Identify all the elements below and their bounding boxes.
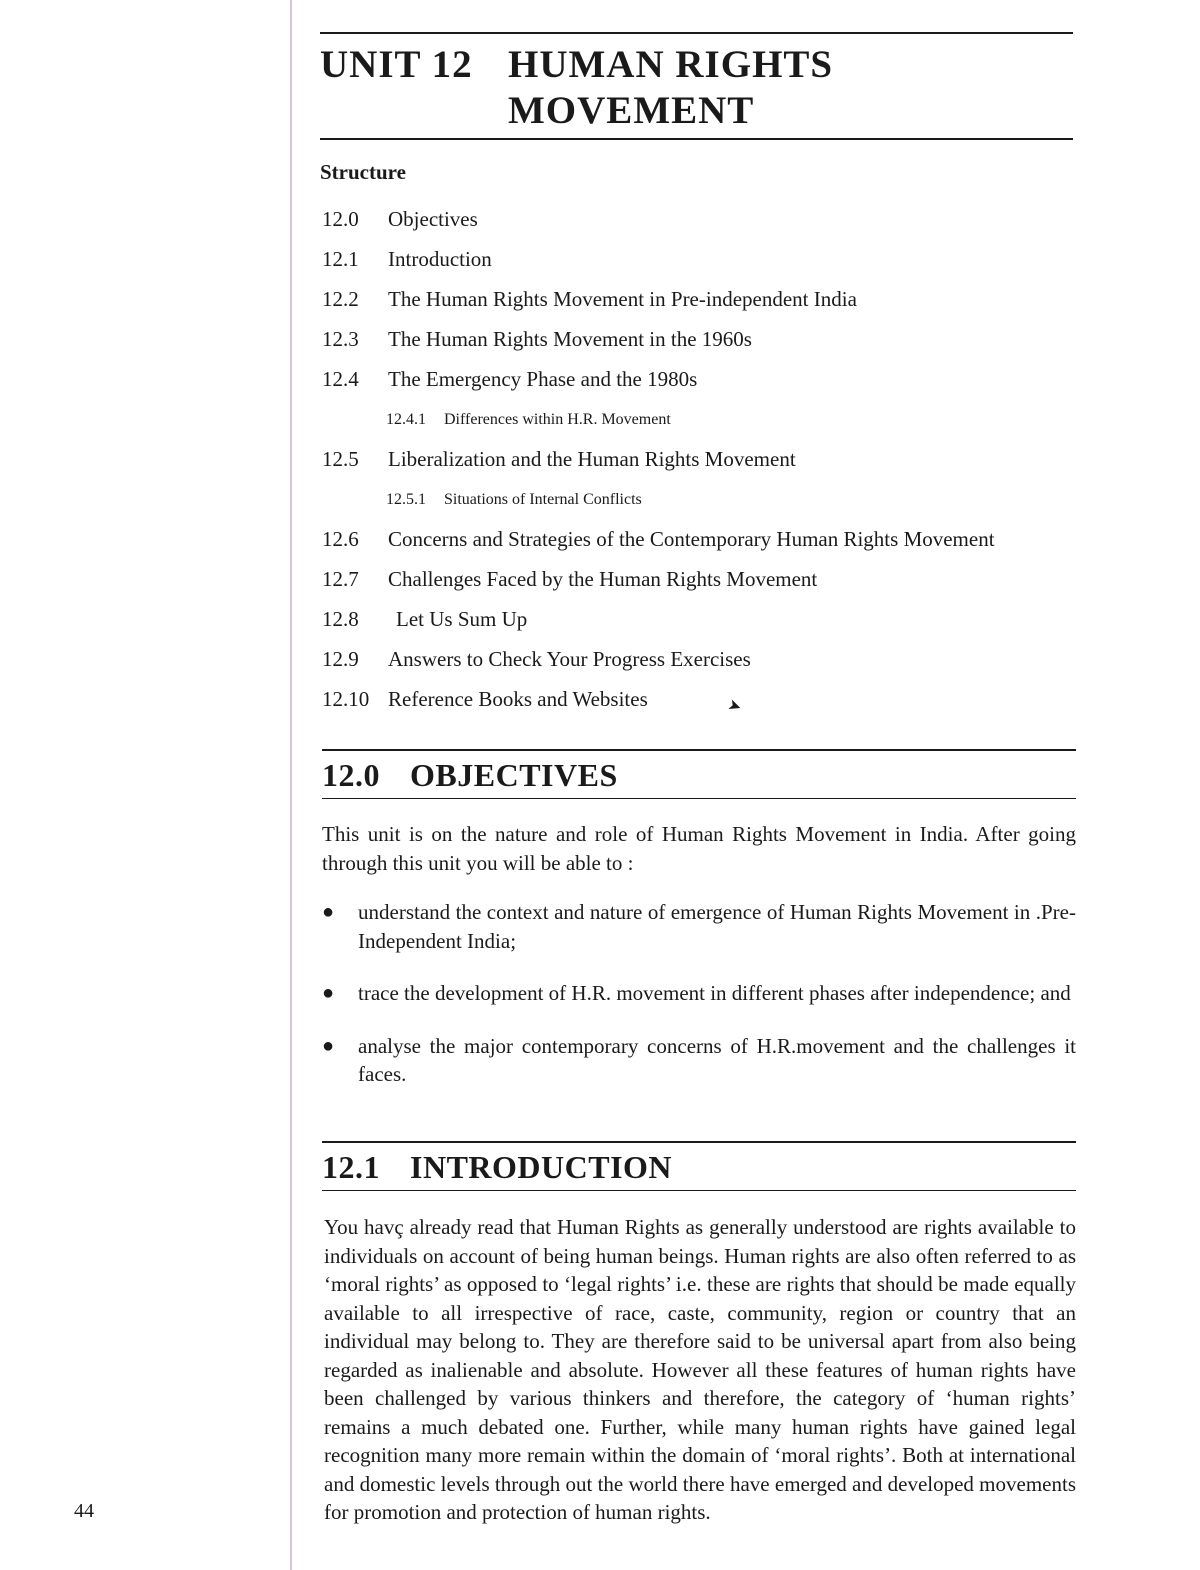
toc-item-title: Concerns and Strategies of the Contemporary Human Rights Movement bbox=[388, 527, 995, 551]
toc-subitem-number: 12.5.1 bbox=[386, 491, 426, 508]
toc-item-title: Reference Books and Websites bbox=[388, 687, 648, 711]
objectives-heading bbox=[322, 753, 1076, 797]
toc-item bbox=[320, 359, 1080, 399]
objectives-intro-paragraph: This unit is on the nature and role of Human Rights Movement in India. After going through this unit you will be able to : bbox=[322, 822, 1076, 875]
toc-item-number: 12.1 bbox=[322, 247, 359, 271]
toc-item bbox=[320, 439, 1080, 479]
objectives-section-number: 12.0 bbox=[322, 757, 380, 793]
toc-item-title: The Human Rights Movement in Pre-independent India bbox=[388, 287, 857, 311]
toc-item bbox=[320, 559, 1080, 599]
toc-item-title: Let Us Sum Up bbox=[396, 607, 528, 631]
objectives-bullet-list bbox=[322, 898, 1076, 1113]
objectives-rule-bottom bbox=[322, 798, 1076, 799]
toc-subitem-title: Situations of Internal Conflicts bbox=[444, 491, 642, 508]
toc-item bbox=[320, 319, 1080, 359]
toc-subitem bbox=[320, 479, 1080, 519]
objective-bullet-item bbox=[322, 898, 1076, 955]
objectives-section-title: OBJECTIVES bbox=[410, 757, 618, 793]
toc-item-title: Liberalization and the Human Rights Movement bbox=[388, 447, 796, 471]
toc-item-number: 12.8 bbox=[322, 607, 359, 631]
page-margin-line bbox=[290, 0, 292, 1570]
toc-subitem-title: Differences within H.R. Movement bbox=[444, 411, 671, 428]
introduction-section-title: INTRODUCTION bbox=[410, 1149, 673, 1185]
toc-item-number: 12.7 bbox=[322, 567, 359, 591]
bullet-dot-icon: ● bbox=[322, 1034, 335, 1057]
toc-subitem bbox=[320, 399, 1080, 439]
toc-item bbox=[320, 279, 1080, 319]
unit-title bbox=[320, 34, 1073, 138]
page-number: 44 bbox=[74, 1500, 94, 1522]
toc-item-number: 12.6 bbox=[322, 527, 359, 551]
toc-item bbox=[320, 639, 1080, 679]
introduction-rule-bottom bbox=[322, 1190, 1076, 1191]
toc-item bbox=[320, 599, 1080, 639]
bullet-dot-icon: ● bbox=[322, 982, 335, 1004]
toc-item-title: Answers to Check Your Progress Exercises bbox=[388, 647, 751, 671]
toc-item-number: 12.10 bbox=[322, 687, 370, 711]
introduction-heading bbox=[322, 1145, 1076, 1189]
structure-heading: Structure bbox=[320, 160, 406, 184]
objective-bullet-text: analyse the major contemporary concerns of H.R.movement and the challenges it faces. bbox=[358, 1033, 1076, 1086]
toc-item-title: The Emergency Phase and the 1980s bbox=[388, 367, 698, 391]
unit-label: UNIT 12 bbox=[320, 43, 473, 86]
toc-item-title: The Human Rights Movement in the 1960s bbox=[388, 327, 752, 351]
objective-bullet-item bbox=[322, 979, 1076, 1008]
objective-bullet-text: trace the development of H.R. movement in different phases after independence; and bbox=[358, 981, 1071, 1005]
toc-item-number: 12.4 bbox=[322, 367, 359, 391]
toc-item-number: 12.9 bbox=[322, 647, 359, 671]
structure-section bbox=[320, 160, 1080, 719]
toc-item bbox=[320, 239, 1080, 279]
toc-item bbox=[320, 679, 1080, 719]
bullet-dot-icon: ● bbox=[322, 901, 335, 923]
toc-item bbox=[320, 199, 1080, 239]
toc-item-title: Challenges Faced by the Human Rights Movement bbox=[388, 567, 818, 591]
toc-item-number: 12.5 bbox=[322, 447, 359, 471]
introduction-paragraph: You havç already read that Human Rights as generally understood are rights available to individuals on account of being human beings. Human rights are also often referred to as ‘moral rights’ as opposed to ‘legal rights’ i.e. these are rights that should be made equally available to all irrespective of race, caste, community, region or country that an individual may belong to. They are therefore said to be universal apart from also being regarded as inalienable and absolute. However all these features of human rights have been challenged by various thinkers and therefore, the category of ‘human rights’ remains a much debated one. Further, while many human rights have gained legal recognition many more remain within the domain of ‘moral rights’. Both at international and domestic levels through out the world there have emerged and developed movements for promotion and protection of human rights. bbox=[324, 1215, 1076, 1524]
toc-item-title: Objectives bbox=[388, 207, 478, 231]
toc-item-number: 12.0 bbox=[322, 207, 359, 231]
header-rule-bottom bbox=[320, 138, 1073, 140]
unit-name: HUMAN RIGHTS MOVEMENT bbox=[508, 43, 834, 132]
stray-arrow-mark-icon: ➤ bbox=[725, 696, 744, 717]
toc-item-number: 12.3 bbox=[322, 327, 359, 351]
unit-header bbox=[320, 32, 1073, 140]
toc-item-number: 12.2 bbox=[322, 287, 359, 311]
objective-bullet-text: understand the context and nature of emergence of Human Rights Movement in .Pre-Independent India; bbox=[358, 900, 1076, 953]
introduction-rule-top bbox=[322, 1141, 1076, 1143]
objectives-heading-block bbox=[322, 749, 1076, 799]
toc-item-title: Introduction bbox=[388, 247, 492, 271]
objective-bullet-item bbox=[322, 1032, 1076, 1089]
toc-subitem-number: 12.4.1 bbox=[386, 411, 426, 428]
introduction-section-number: 12.1 bbox=[322, 1149, 380, 1185]
objectives-rule-top bbox=[322, 749, 1076, 751]
toc-item bbox=[320, 519, 1080, 559]
introduction-heading-block bbox=[322, 1141, 1076, 1191]
